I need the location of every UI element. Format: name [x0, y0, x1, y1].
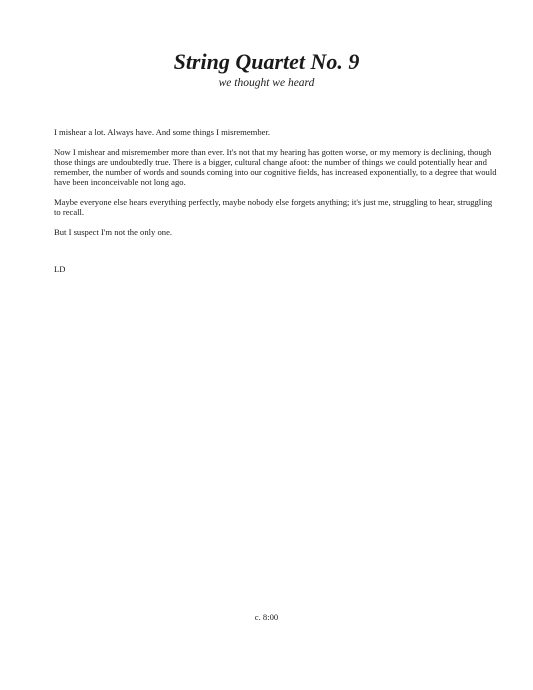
paragraph: Now I mishear and misremember more than ever. It's not that my hearing has gotten worse, or my memory is declining, though those things are undoubtedly true. There is a bigger, cultural change afoot: the number of things we could potentially hear and remember, the number of words and sounds coming into our cognitive fields, has increased exponentially, to a degree that would have been inconceivable not long ago.: [54, 146, 497, 188]
page-subtitle: we thought we heard: [218, 77, 315, 89]
page-title: String Quartet No. 9: [173, 49, 360, 74]
paragraph: I mishear a lot. Always have. And some things I misremember.: [54, 127, 270, 137]
duration-label: c. 8:00: [254, 612, 279, 622]
author-initials: LD: [54, 264, 66, 274]
paragraph: But I suspect I'm not the only one.: [54, 226, 173, 237]
paragraph: Maybe everyone else hears everything perfectly, maybe nobody else forgets anything; it's just me, struggling to hear, struggling to recall.: [54, 197, 493, 218]
program-note-body: [54, 127, 500, 247]
